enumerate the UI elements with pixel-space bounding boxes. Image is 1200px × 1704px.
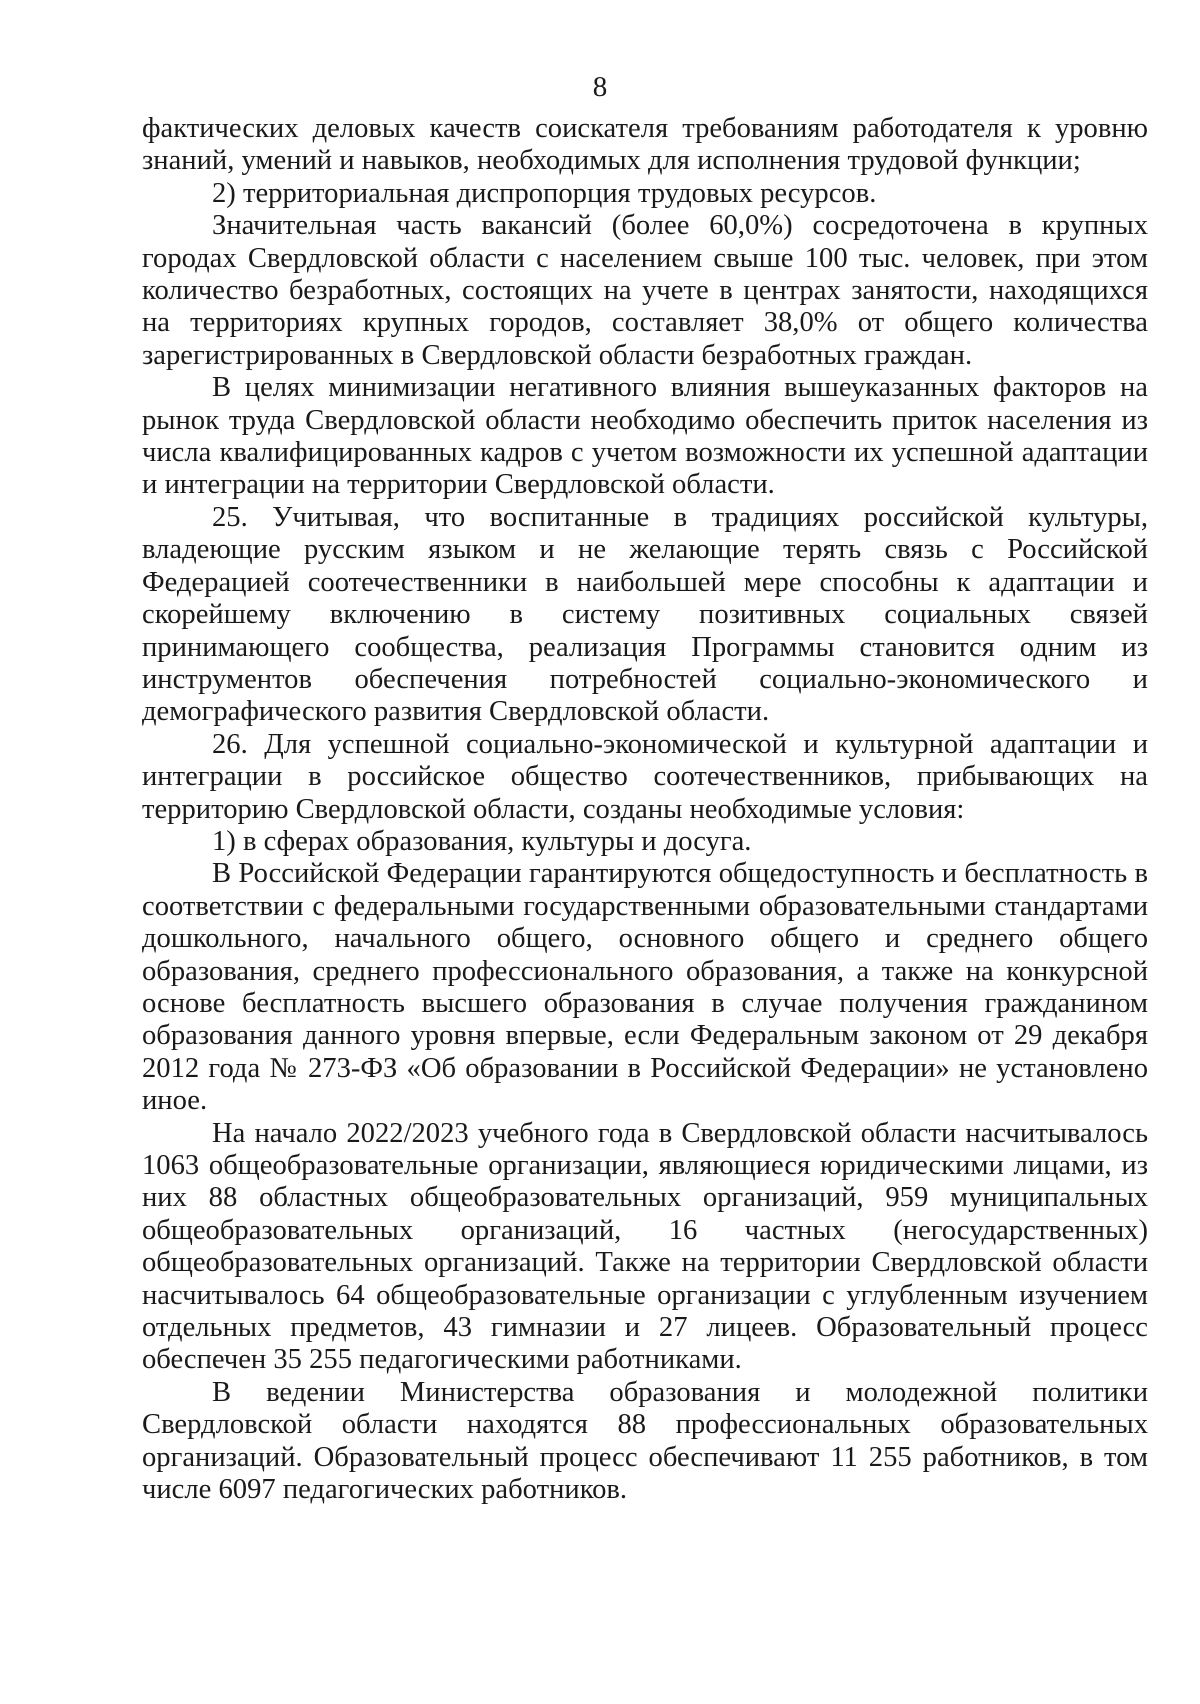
paragraph-item-25: 25. Учитывая, что воспитанные в традициях российской культуры, владеющие русским языком и не желающие терять связь с Российской Федерацией соотечественники в наибольшей мере способны к адаптации и скорейшему включению в систему позитивных социальных связей принимающего сообщества, реализация Программы становится одним из инструментов обеспечения потребностей социально-экономического и демографического развития Свердловской области. [142,501,1148,728]
document-body [142,113,1148,1506]
paragraph-continuation: фактических деловых качеств соискателя требованиям работодателя к уровню знаний, умений и навыков, необходимых для исполнения трудовой функции; [142,113,1148,177]
paragraph-negative-factors: В целях минимизации негативного влияния вышеуказанных факторов на рынок труда Свердловской области необходимо обеспечить приток населения из числа квалифицированных кадров с учетом возможности их успешной адаптации и интеграции на территории Свердловской области. [142,372,1148,501]
page-number: 8 [592,71,608,103]
paragraph-education-culture: 1) в сферах образования, культуры и досуга. [212,825,752,857]
paragraph-education-guarantees: В Российской Федерации гарантируются общедоступность и бесплатность в соответствии с федеральными государственными образовательными стандартами дошкольного, начального общего, основного общего и среднего общего образования, среднего профессионального образования, а также на конкурсной основе бесплатность высшего образования в случае получения гражданином образования данного уровня впервые, если Федеральным законом от 29 декабря 2012 года № 273-ФЗ «Об образовании в Российской Федерации» не установлено иное. [142,858,1148,1117]
paragraph-list-item-2: 2) территориальная диспропорция трудовых ресурсов. [212,177,877,209]
paragraph-vacancies: Значительная часть вакансий (более 60,0%) сосредоточена в крупных городах Свердловской области с населением свыше 100 тыс. человек, при этом количество безработных, состоящих на учете в центрах занятости, находящихся на территориях крупных городов, составляет 38,0% от общего количества зарегистрированных в Свердловской области безработных граждан. [142,210,1148,371]
paragraph-school-statistics: На начало 2022/2023 учебного года в Свердловской области насчитывалось 1063 общеобразовательные организации, являющиеся юридическими лицами, из них 88 областных общеобразовательных организаций, 959 муниципальных общеобразовательных организаций, 16 частных (негосударственных) общеобразовательных организаций. Также на территории Свердловской области насчитывалось 64 общеобразовательные организации с углубленным изучением отдельных предметов, 43 гимназии и 27 лицеев. Образовательный процесс обеспечен 35 255 педагогическими работниками. [142,1117,1148,1376]
paragraph-item-26: 26. Для успешной социально-экономической и культурной адаптации и интеграции в российское общество соотечественников, прибывающих на территорию Свердловской области, созданы необходимые условия: [142,728,1148,825]
paragraph-vocational-education: В ведении Министерства образования и молодежной политики Свердловской области находятся 88 профессиональных образовательных организаций. Образовательный процесс обеспечивают 11 255 работников, в том числе 6097 педагогических работников. [142,1376,1148,1506]
